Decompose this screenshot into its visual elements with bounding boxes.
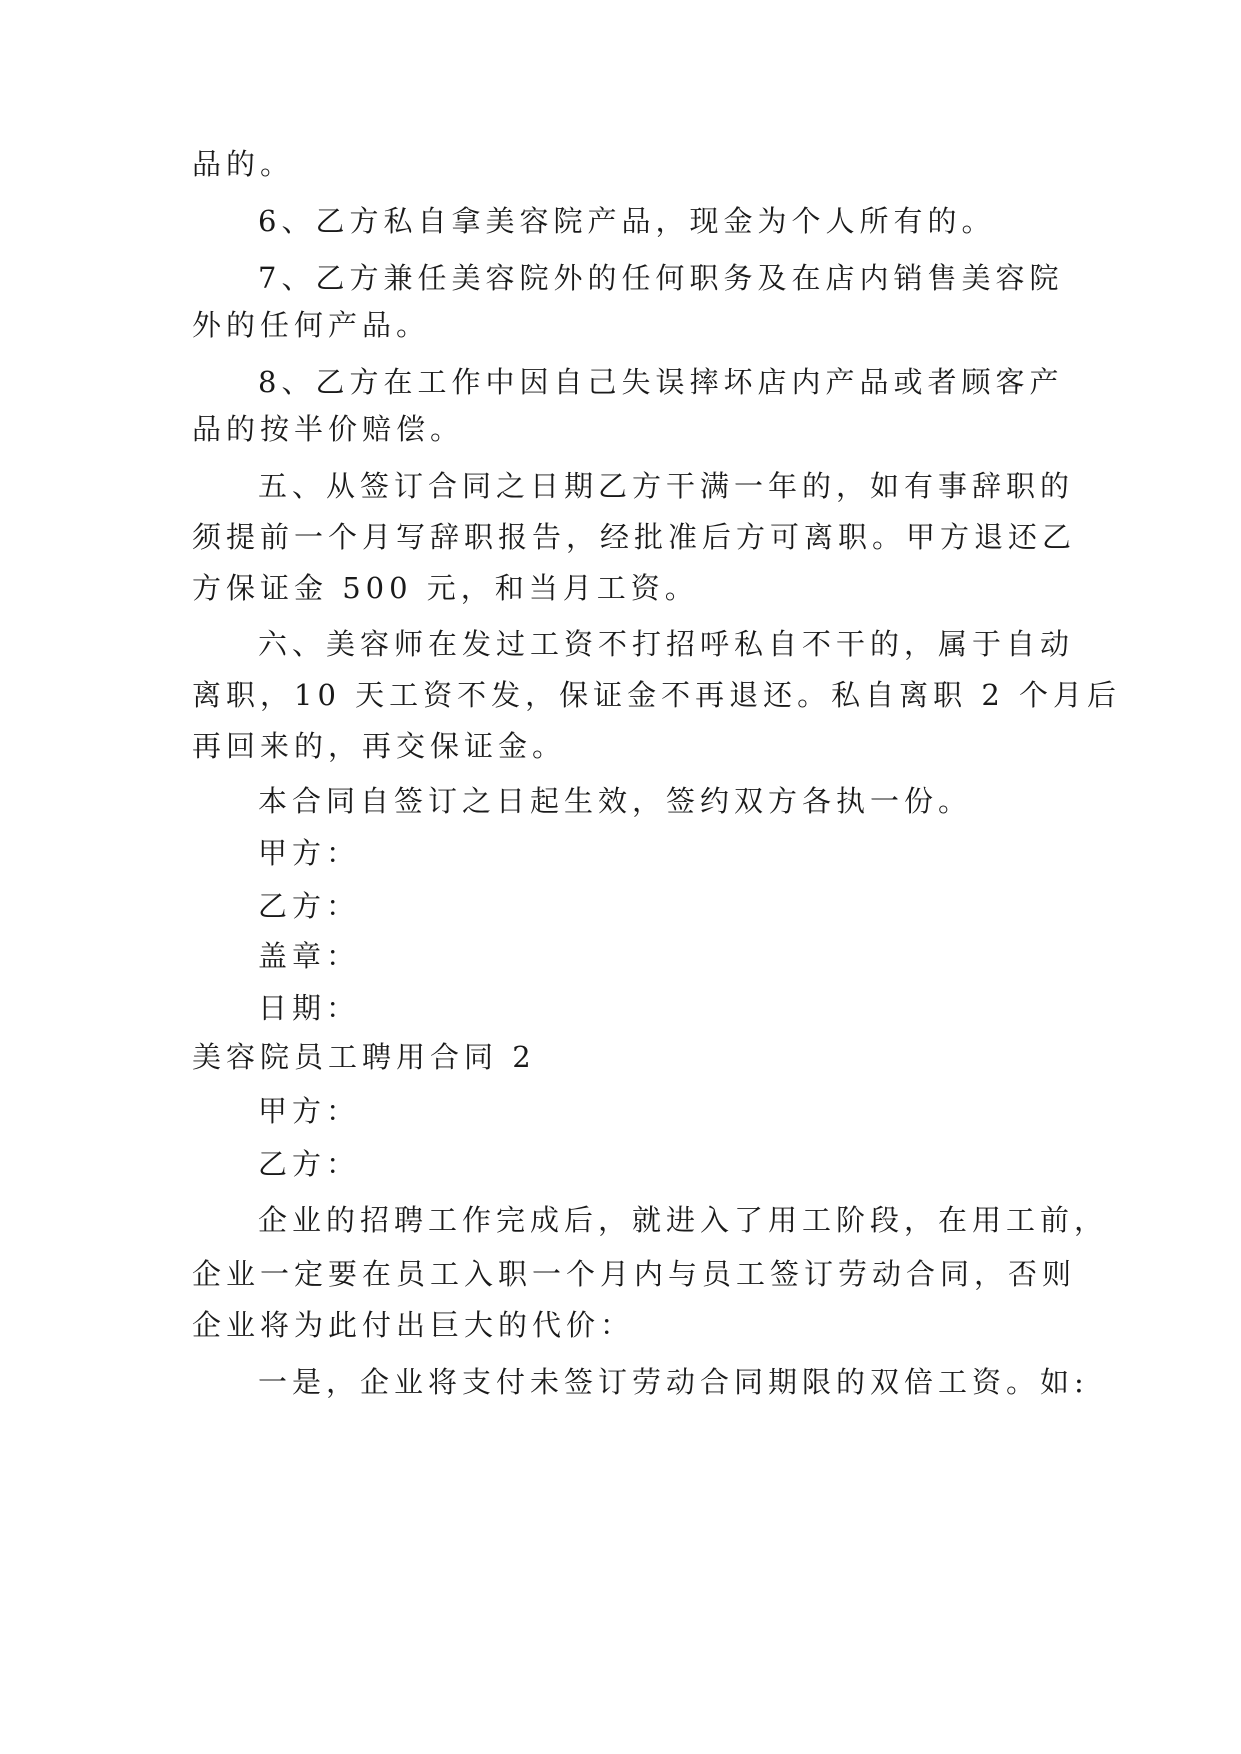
text-line: 7、乙方兼任美容院外的任何职务及在店内销售美容院 — [258, 261, 1064, 295]
text-line: 企业一定要在员工入职一个月内与员工签订劳动合同，否则 — [192, 1257, 1077, 1291]
text-line: 方保证金 500 元，和当月工资。 — [192, 571, 699, 605]
text-line: 再回来的，再交保证金。 — [192, 729, 567, 763]
text-line: 外的任何产品。 — [192, 308, 431, 342]
date-label: 日期： — [258, 991, 361, 1025]
text-line: 8、乙方在工作中因自己失误摔坏店内产品或者顾客产 — [258, 365, 1064, 399]
signature-party-a-label: 甲方： — [258, 1094, 361, 1128]
section-title: 美容院员工聘用合同 2 — [192, 1040, 536, 1074]
text-line: 品的。 — [192, 147, 295, 181]
text-line: 一是，企业将支付未签订劳动合同期限的双倍工资。如: — [258, 1365, 1089, 1399]
text-line: 品的按半价赔偿。 — [192, 412, 465, 446]
signature-party-b-label: 乙方： — [258, 1147, 361, 1181]
text-line: 6、乙方私自拿美容院产品，现金为个人所有的。 — [258, 204, 996, 238]
text-line: 本合同自签订之日起生效，签约双方各执一份。 — [258, 784, 973, 818]
text-line: 企业的招聘工作完成后，就进入了用工阶段，在用工前， — [258, 1203, 1109, 1237]
text-line: 五、从签订合同之日期乙方干满一年的，如有事辞职的 — [258, 469, 1075, 503]
text-line: 六、美容师在发过工资不打招呼私自不干的，属于自动 — [258, 627, 1075, 661]
seal-label: 盖章： — [258, 939, 361, 973]
text-line: 须提前一个月写辞职报告，经批准后方可离职。甲方退还乙 — [192, 520, 1077, 554]
signature-party-b-label: 乙方： — [258, 889, 361, 923]
text-line: 企业将为此付出巨大的代价： — [192, 1308, 635, 1342]
signature-party-a-label: 甲方： — [258, 836, 361, 870]
text-line: 离职，10 天工资不发，保证金不再退还。私自离职 2 个月后 — [192, 678, 1122, 712]
